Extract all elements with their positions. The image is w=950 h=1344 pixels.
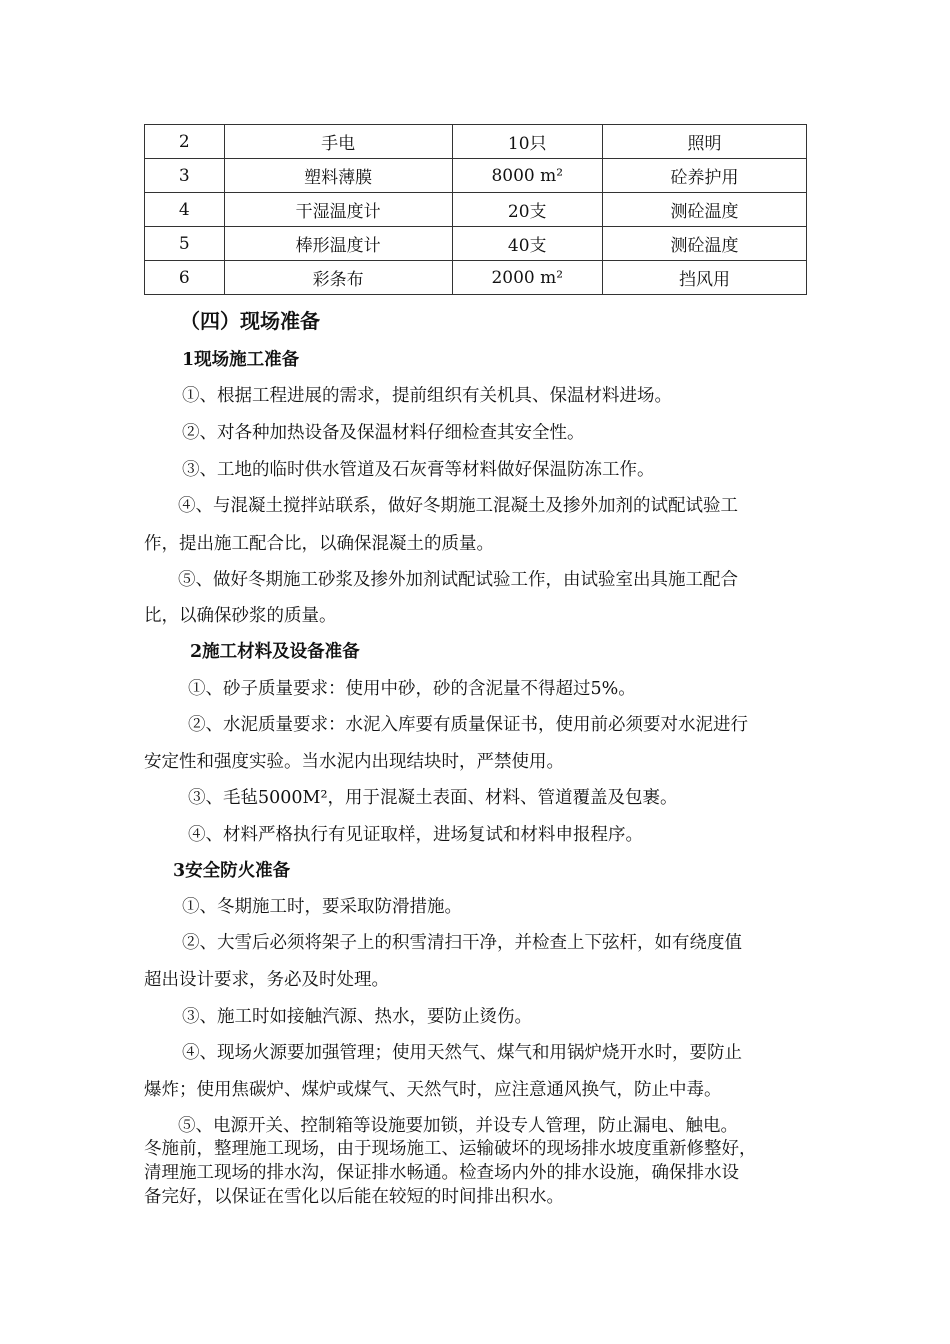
item-name: 棒形温度计	[224, 227, 452, 261]
paragraph: ①、根据工程进展的需求，提前组织有关机具、保温材料进场。	[182, 386, 672, 406]
item-name: 手电	[224, 125, 452, 159]
paragraph-continuation: 超出设计要求，务必及时处理。	[144, 970, 389, 990]
paragraph: ③、施工时如接触汽源、热水，要防止烫伤。	[182, 1007, 532, 1027]
item-quantity: 40支	[452, 227, 602, 261]
item-name: 彩条布	[224, 261, 452, 295]
table-row	[145, 193, 807, 227]
item-purpose: 测砼温度	[602, 193, 806, 227]
paragraph: ④、与混凝土搅拌站联系，做好冬期施工混凝土及掺外加剂的试配试验工	[178, 496, 738, 516]
subsection-title: 3安全防火准备	[173, 861, 291, 881]
row-number: 5	[145, 227, 225, 261]
paragraph: ④、现场火源要加强管理；使用天然气、煤气和用锅炉烧开水时，要防止	[182, 1043, 742, 1063]
item-purpose: 砼养护用	[602, 159, 806, 193]
table-row	[145, 159, 807, 193]
row-number: 2	[145, 125, 225, 159]
paragraph: ⑤、电源开关、控制箱等设施要加锁，并设专人管理，防止漏电、触电。	[178, 1116, 738, 1136]
table-row	[145, 227, 807, 261]
item-purpose: 挡风用	[602, 261, 806, 295]
paragraph: ⑤、做好冬期施工砂浆及掺外加剂试配试验工作，由试验室出具施工配合	[178, 570, 738, 590]
subsection-title: 1现场施工准备	[182, 350, 300, 370]
row-number: 6	[145, 261, 225, 295]
paragraph-continuation: 爆炸；使用焦碳炉、煤炉或煤气、天然气时，应注意通风换气，防止中毒。	[144, 1080, 722, 1100]
paragraph-continuation: 作，提出施工配合比，以确保混凝土的质量。	[144, 534, 494, 554]
paragraph: ④、材料严格执行有见证取样，进场复试和材料申报程序。	[188, 825, 643, 845]
materials-table	[144, 124, 807, 295]
row-number: 3	[145, 159, 225, 193]
table-row	[145, 125, 807, 159]
paragraph: ③、工地的临时供水管道及石灰膏等材料做好保温防冻工作。	[182, 460, 655, 480]
paragraph: ③、毛毡5000M²，用于混凝土表面、材料、管道覆盖及包裹。	[188, 788, 678, 808]
row-number: 4	[145, 193, 225, 227]
section-title: （四）现场准备	[180, 309, 320, 333]
item-quantity: 2000 m²	[452, 261, 602, 295]
item-name: 干湿温度计	[224, 193, 452, 227]
item-purpose: 照明	[602, 125, 806, 159]
paragraph: 冬施前，整理施工现场，由于现场施工、运输破坏的现场排水坡度重新修整好，	[144, 1139, 757, 1159]
item-name: 塑料薄膜	[224, 159, 452, 193]
paragraph: ①、砂子质量要求：使用中砂，砂的含泥量不得超过5%。	[188, 679, 636, 699]
item-quantity: 8000 m²	[452, 159, 602, 193]
paragraph-continuation: 比，以确保砂浆的质量。	[144, 606, 337, 626]
item-quantity: 10只	[452, 125, 602, 159]
paragraph: ②、水泥质量要求：水泥入库要有质量保证书，使用前必须要对水泥进行	[188, 715, 748, 735]
paragraph: ①、冬期施工时，要采取防滑措施。	[182, 897, 462, 917]
paragraph-continuation: 安定性和强度实验。当水泥内出现结块时，严禁使用。	[144, 752, 564, 772]
paragraph: ②、对各种加热设备及保温材料仔细检查其安全性。	[182, 423, 585, 443]
paragraph-continuation: 备完好，以保证在雪化以后能在较短的时间排出积水。	[144, 1187, 564, 1207]
item-quantity: 20支	[452, 193, 602, 227]
table-row	[145, 261, 807, 295]
subsection-title: 2施工材料及设备准备	[190, 642, 360, 662]
item-purpose: 测砼温度	[602, 227, 806, 261]
paragraph: ②、大雪后必须将架子上的积雪清扫干净，并检查上下弦杆，如有绕度值	[182, 933, 742, 953]
paragraph-continuation: 清理施工现场的排水沟，保证排水畅通。检查场内外的排水设施，确保排水设	[144, 1163, 739, 1183]
